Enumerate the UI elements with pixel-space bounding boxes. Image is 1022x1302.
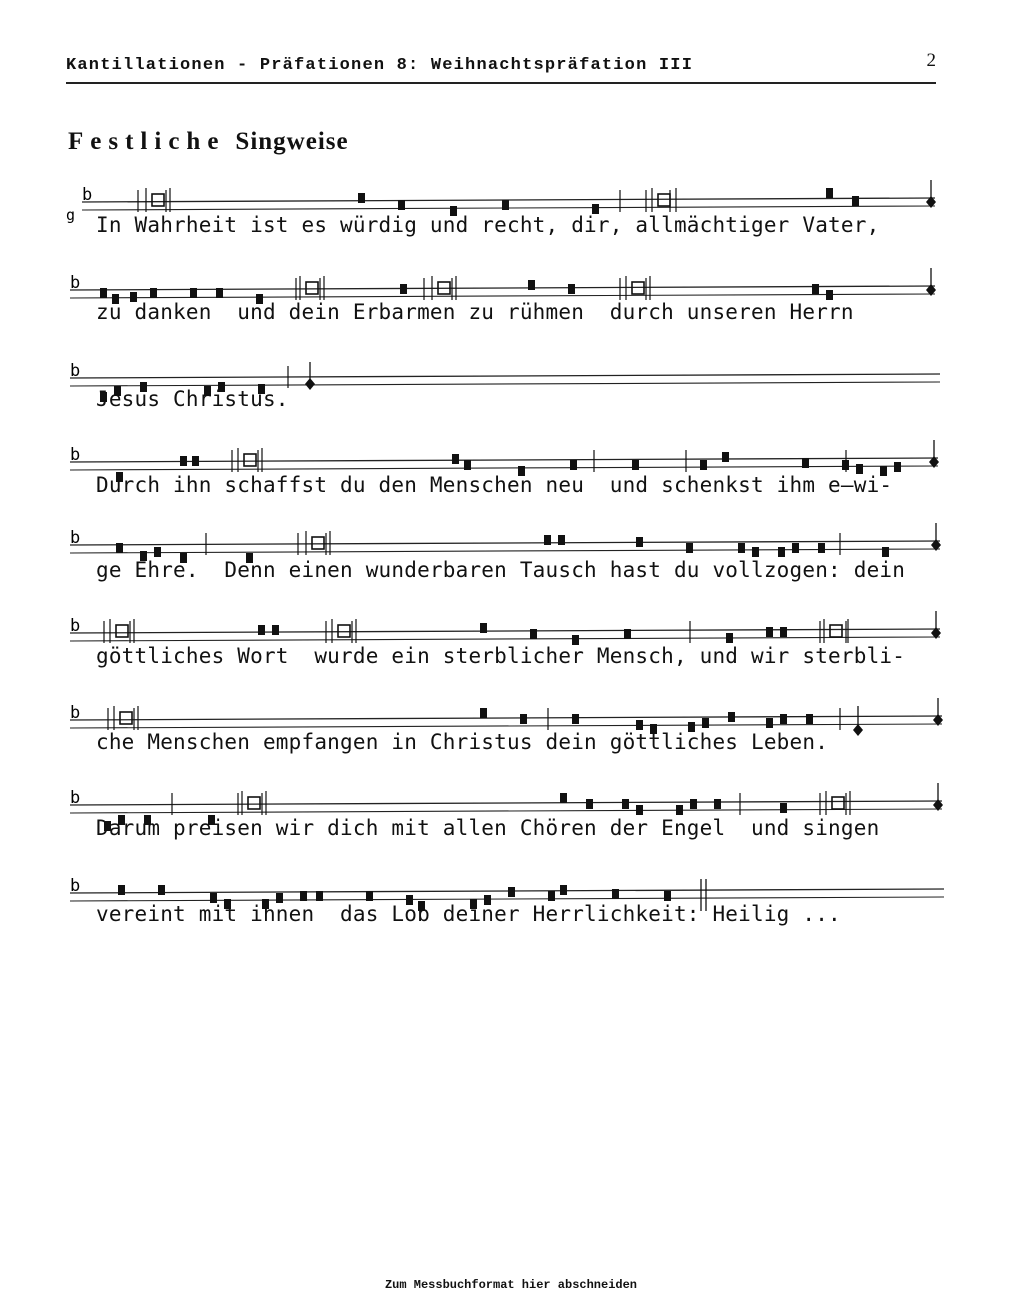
reciting-note-box: [248, 797, 260, 809]
staff-line: [70, 724, 942, 728]
chant-note: [544, 535, 551, 545]
reciting-note-box: [306, 282, 318, 294]
staff-line: [70, 897, 944, 901]
chant-note: [894, 462, 901, 472]
chant-note: [752, 547, 759, 557]
chant-note: [852, 196, 859, 206]
chant-note: [622, 799, 629, 809]
chant-note: [826, 290, 833, 300]
chant-note: [686, 543, 693, 553]
chant-note: [624, 629, 631, 639]
chant-note: [632, 460, 639, 470]
clef-flat-sign: b: [70, 273, 81, 293]
chant-note: [572, 714, 579, 724]
chant-note: [316, 891, 323, 901]
chant-note: [612, 889, 619, 899]
chant-note: [826, 188, 833, 198]
chant-note: [190, 288, 197, 298]
chant-note: [766, 718, 773, 728]
chant-note: [738, 543, 745, 553]
staff-line: [70, 541, 940, 545]
final-note: [305, 378, 315, 390]
staff-line: [70, 549, 940, 553]
chant-note: [480, 623, 487, 633]
chant-note: [118, 885, 125, 895]
chant-note: [560, 793, 567, 803]
staff-line: [70, 637, 940, 641]
chant-note: [728, 712, 735, 722]
chant-note: [366, 891, 373, 901]
chant-note: [502, 200, 509, 210]
clef-flat-sign: b: [70, 445, 81, 465]
reciting-note-box: [116, 625, 128, 637]
page-number: 2: [926, 50, 936, 71]
chant-note: [812, 284, 819, 294]
chant-note: [780, 627, 787, 637]
chant-note: [722, 452, 729, 462]
chant-note: [300, 891, 307, 901]
chant-note: [570, 460, 577, 470]
chant-note: [636, 720, 643, 730]
staff-line: [70, 801, 942, 805]
cut-note: Zum Messbuchformat hier abschneiden: [384, 1278, 638, 1292]
clef-flat-sign: b: [70, 616, 81, 636]
chant-note: [400, 284, 407, 294]
chant-note: [636, 537, 643, 547]
clef-flat-sign: b: [70, 876, 81, 896]
lyric-line: göttliches Wort wurde ein sterblicher Mensch, und wir sterbli-: [96, 644, 906, 668]
chant-note: [452, 454, 459, 464]
chant-note: [150, 288, 157, 298]
chant-note: [882, 547, 889, 557]
chant-note: [528, 280, 535, 290]
lyric-line: vereint mit ihnen das Lob deiner Herrlichkeit: Heilig ...: [96, 902, 841, 926]
lyric-line: zu danken und dein Erbarmen zu rühmen durch unseren Herrn: [96, 300, 854, 324]
chant-note: [676, 805, 683, 815]
reciting-note-box: [120, 712, 132, 724]
chant-note: [180, 456, 187, 466]
header-title: Kantillationen - Präfationen 8: Weihnachtspräfation III: [66, 56, 694, 75]
reciting-note-box: [830, 625, 842, 637]
chant-note: [272, 625, 279, 635]
chant-note: [508, 887, 515, 897]
chant-note: [802, 458, 809, 468]
staff-line: [70, 294, 935, 298]
chant-note: [116, 543, 123, 553]
lyric-line: In Wahrheit ist es würdig und recht, dir, allmächtiger Vater,: [96, 213, 880, 237]
chant-note: [766, 627, 773, 637]
chant-note: [700, 460, 707, 470]
staff-line: [70, 889, 944, 893]
reciting-note-box: [312, 537, 324, 549]
staff-line: [70, 809, 942, 813]
reciting-note-box: [152, 194, 164, 206]
chant-note: [780, 714, 787, 724]
final-note: [853, 724, 863, 736]
clef-flat-sign: b: [82, 185, 93, 205]
chant-note: [548, 891, 555, 901]
staff-line: [70, 374, 940, 378]
chant-note: [480, 708, 487, 718]
reciting-note-box: [244, 454, 256, 466]
chant-note: [154, 547, 161, 557]
chant-note: [560, 885, 567, 895]
chant-note: [702, 718, 709, 728]
chant-note: [690, 799, 697, 809]
chant-note: [792, 543, 799, 553]
lyric-line: Darum preisen wir dich mit allen Chören der Engel und singen: [96, 816, 880, 840]
clef-flat-sign: b: [70, 361, 81, 381]
staff-line: [70, 629, 940, 633]
clef-flat-sign: b: [70, 528, 81, 548]
chant-note: [216, 288, 223, 298]
section-title-rest: Singweise: [235, 128, 349, 155]
chant-note: [100, 288, 107, 298]
chant-note: [192, 456, 199, 466]
chant-note: [530, 629, 537, 639]
section-title-main: Festliche: [68, 128, 226, 155]
staff-line: [70, 286, 935, 290]
staff-line: [70, 382, 940, 386]
chant-note: [818, 543, 825, 553]
lyric-line: che Menschen empfangen in Christus dein göttliches Leben.: [96, 730, 829, 754]
chant-note: [558, 535, 565, 545]
reciting-note-box: [338, 625, 350, 637]
chant-note: [520, 714, 527, 724]
chant-note: [806, 714, 813, 724]
clef-g-sign: g: [66, 206, 76, 224]
lyric-line: ge Ehre. Denn einen wunderbaren Tausch hast du vollzogen: dein: [96, 558, 906, 582]
clef-flat-sign: b: [70, 703, 81, 723]
reciting-note-box: [658, 194, 670, 206]
lyric-line: Jesus Christus.: [96, 387, 289, 411]
chant-note: [586, 799, 593, 809]
chant-note: [780, 803, 787, 813]
lyric-line: Durch ihn schaffst du den Menschen neu und schenkst ihm e—wi-: [96, 473, 893, 497]
chant-note: [568, 284, 575, 294]
chant-note: [258, 625, 265, 635]
chant-note: [358, 193, 365, 203]
clef-flat-sign: b: [70, 788, 81, 808]
reciting-note-box: [832, 797, 844, 809]
chant-note: [398, 200, 405, 210]
chant-note: [778, 547, 785, 557]
chant-note: [636, 805, 643, 815]
chant-note: [664, 891, 671, 901]
chant-note: [158, 885, 165, 895]
chant-note: [464, 460, 471, 470]
chant-note: [714, 799, 721, 809]
chant-note: [726, 633, 733, 643]
